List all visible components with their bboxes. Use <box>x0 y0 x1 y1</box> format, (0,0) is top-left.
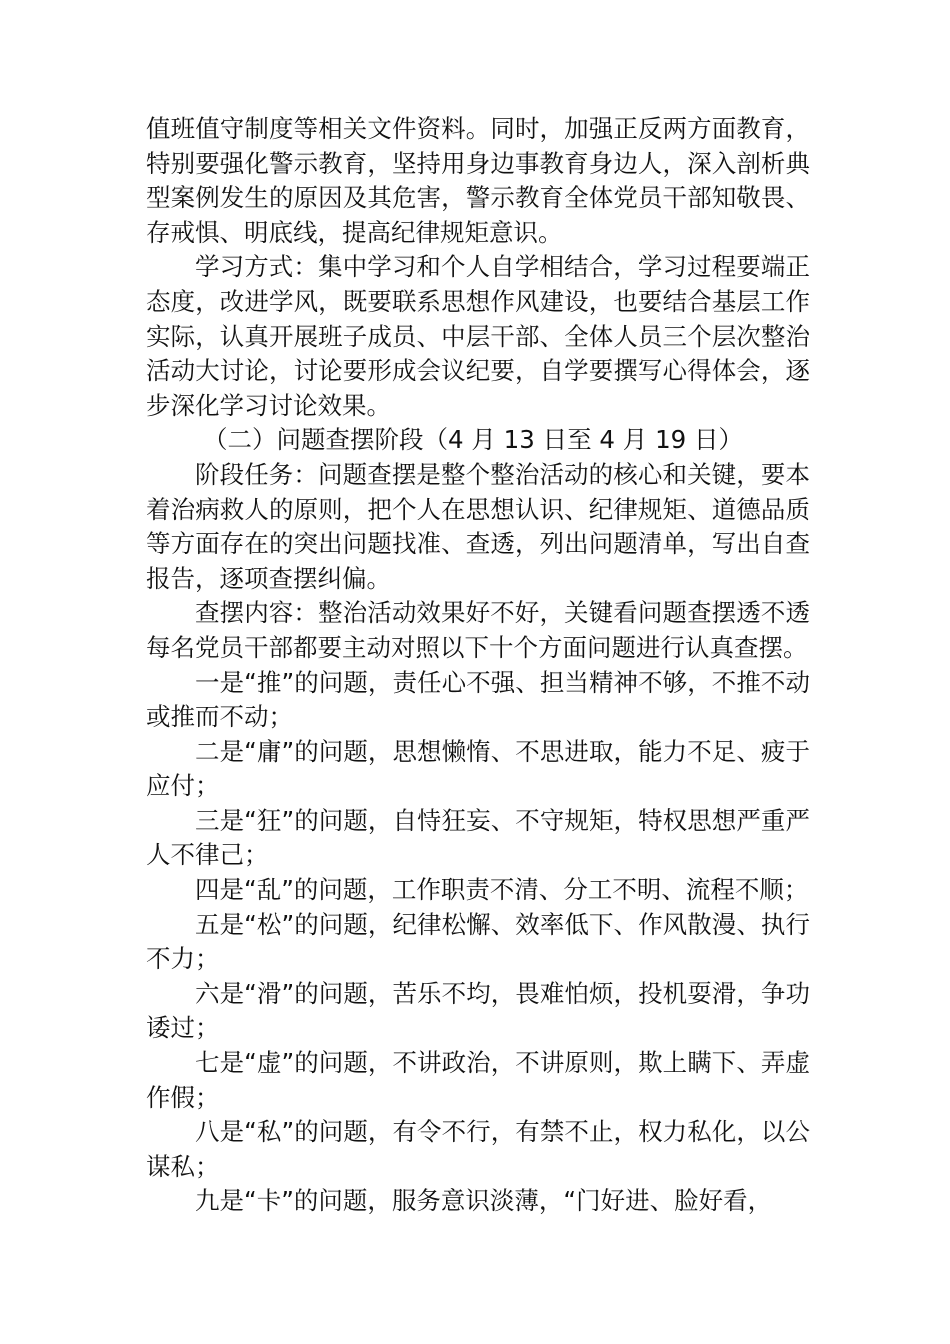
list-item-8: 八是“私”的问题，有令不行，有禁不止，权力私化，以公谋私； <box>146 1117 810 1181</box>
list-item-5: 五是“松”的问题，纪律松懈、效率低下、作风散漫、执行不力； <box>146 909 810 974</box>
paragraph-check-content: 查摆内容：整治活动效果好不好，关键看问题查摆透不透每名党员干部都要主动对照以下十个方面问题进行认真查摆。 <box>146 598 810 662</box>
list-item-9: 九是“卡”的问题，服务意识淡薄，“门好进、脸好看， <box>195 1186 773 1216</box>
paragraph-stage-task: 阶段任务：问题查摆是整个整治活动的核心和关键，要本着治病救人的原则，把个人在思想认识、纪律规矩、道德品质等方面存在的突出问题找准、查透，列出问题清单，写出自查报告，逐项查摆纠偏。 <box>146 459 810 593</box>
paragraph-continuation: 值班值守制度等相关文件资料。同时，加强正反两方面教育，特别要强化警示教育，坚持用身边事教育身边人，深入剖析典型案例发生的原因及其危害，警示教育全体党员干部知敬畏、存戒惧、明底线，提高纪律规矩意识。 <box>146 114 810 247</box>
paragraph-study-method: 学习方式：集中学习和个人自学相结合，学习过程要端正态度，改进学风，既要联系思想作风建设，也要结合基层工作实际，认真开展班子成员、中层干部、全体人员三个层次整治活动大讨论，讨论要形成会议纪要，自学要撰写心得体会，逐步深化学习讨论效果。 <box>146 252 810 420</box>
section-heading: （二）问题查摆阶段（4 月 13 日至 4 月 19 日） <box>203 425 744 455</box>
list-item-1: 一是“推”的问题，责任心不强、担当精神不够，不推不动或推而不动； <box>146 667 810 732</box>
list-item-3: 三是“狂”的问题，自恃狂妄、不守规矩，特权思想严重严人不律己； <box>146 805 810 870</box>
list-item-2: 二是“庸”的问题，思想懒惰、不思进取，能力不足、疲于应付； <box>146 736 810 801</box>
list-item-7: 七是“虚”的问题，不讲政治，不讲原则，欺上瞒下、弄虚作假； <box>146 1048 810 1112</box>
list-item-4: 四是“乱”的问题，工作职责不清、分工不明、流程不顺； <box>195 875 809 905</box>
list-item-6: 六是“滑”的问题，苦乐不均，畏难怕烦，投机耍滑，争功诿过； <box>146 978 810 1043</box>
